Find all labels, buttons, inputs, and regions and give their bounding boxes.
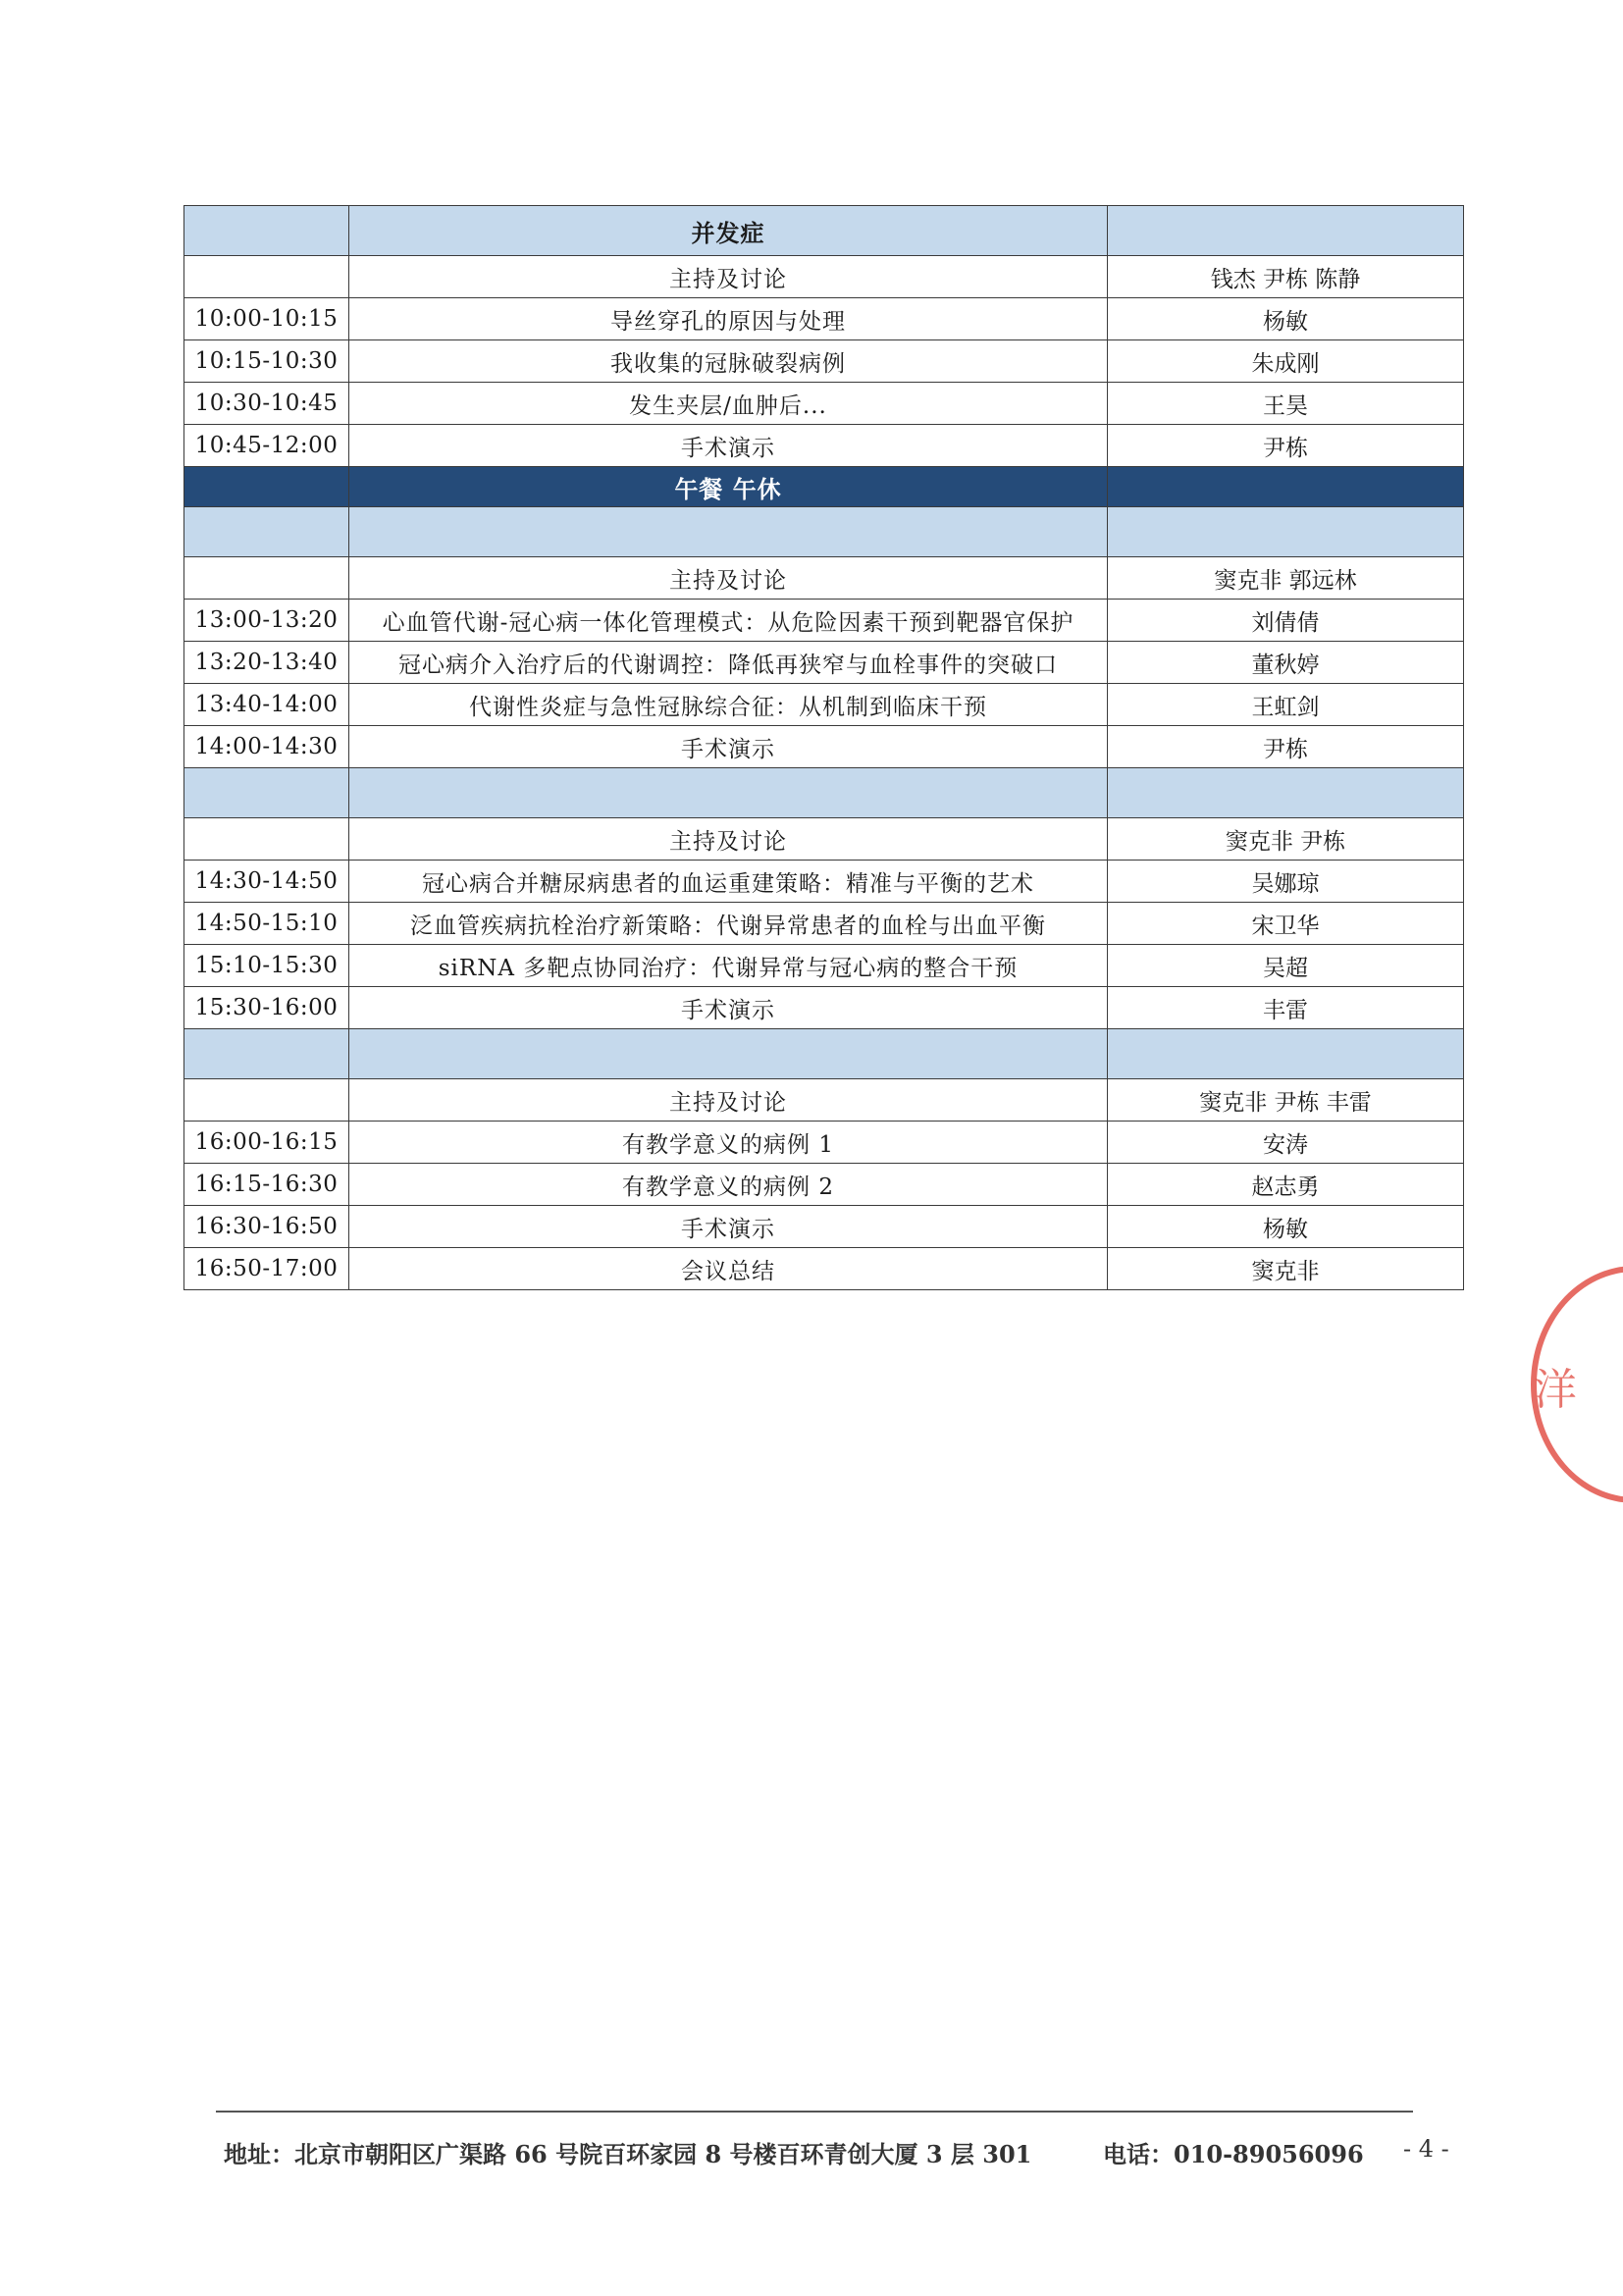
time-cell: 16:15-16:30 (184, 1164, 349, 1206)
speaker-cell: 窦克非 郭远林 (1108, 557, 1464, 600)
time-cell (184, 256, 349, 298)
time-cell: 15:30-16:00 (184, 987, 349, 1029)
schedule-row (184, 557, 1464, 600)
seal-fragment: 洋 (1534, 1365, 1577, 1415)
topic-cell: 发生夹层/血肿后... (349, 383, 1108, 425)
topic-cell: 有教学意义的病例 2 (349, 1164, 1108, 1206)
schedule-row (184, 340, 1464, 383)
topic-cell: 手术演示 (349, 425, 1108, 467)
speaker-cell: 董秋婷 (1108, 642, 1464, 684)
speaker-cell: 窦克非 尹栋 丰雷 (1108, 1079, 1464, 1122)
footer-divider (216, 2111, 1413, 2113)
time-cell: 13:20-13:40 (184, 642, 349, 684)
speaker-cell (1108, 768, 1464, 818)
topic-cell: 手术演示 (349, 987, 1108, 1029)
speaker-cell: 尹栋 (1108, 726, 1464, 768)
topic-cell: 主持及讨论 (349, 557, 1108, 600)
time-cell: 14:00-14:30 (184, 726, 349, 768)
schedule-row (184, 600, 1464, 642)
speaker-cell: 宋卫华 (1108, 903, 1464, 945)
schedule-table (183, 205, 1464, 1290)
speaker-cell (1108, 1029, 1464, 1079)
time-cell (184, 818, 349, 861)
time-cell (184, 1029, 349, 1079)
schedule-row (184, 903, 1464, 945)
footer-address: 地址：北京市朝阳区广渠路 66 号院百环家园 8 号楼百环青创大厦 3 层 301 (224, 2140, 1032, 2168)
topic-cell: 我收集的冠脉破裂病例 (349, 340, 1108, 383)
topic-cell (349, 1029, 1108, 1079)
topic-cell: 主持及讨论 (349, 1079, 1108, 1122)
speaker-cell: 安涛 (1108, 1122, 1464, 1164)
topic-cell: 冠心病合并糖尿病患者的血运重建策略：精准与平衡的艺术 (349, 861, 1108, 903)
time-cell (184, 1079, 349, 1122)
speaker-cell: 吴超 (1108, 945, 1464, 987)
schedule-row (184, 642, 1464, 684)
speaker-cell: 王虹剑 (1108, 684, 1464, 726)
time-cell: 16:30-16:50 (184, 1206, 349, 1248)
topic-cell: 导丝穿孔的原因与处理 (349, 298, 1108, 340)
topic-cell: 冠心病介入治疗后的代谢调控：降低再狭窄与血栓事件的突破口 (349, 642, 1108, 684)
schedule-body (184, 206, 1464, 1290)
time-cell (184, 206, 349, 256)
speaker-cell: 窦克非 (1108, 1248, 1464, 1290)
speaker-cell (1108, 467, 1464, 507)
speaker-cell: 钱杰 尹栋 陈静 (1108, 256, 1464, 298)
section-header-row (184, 1029, 1464, 1079)
topic-cell: 并发症 (349, 206, 1108, 256)
topic-cell (349, 507, 1108, 557)
schedule-row (184, 1248, 1464, 1290)
topic-cell: 主持及讨论 (349, 256, 1108, 298)
time-cell: 13:00-13:20 (184, 600, 349, 642)
topic-cell: 午餐 午休 (349, 467, 1108, 507)
time-cell: 14:30-14:50 (184, 861, 349, 903)
time-cell (184, 557, 349, 600)
speaker-cell: 吴娜琼 (1108, 861, 1464, 903)
speaker-cell: 尹栋 (1108, 425, 1464, 467)
topic-cell (349, 768, 1108, 818)
lunch-break-row (184, 467, 1464, 507)
schedule-row (184, 945, 1464, 987)
schedule-row (184, 425, 1464, 467)
topic-cell: 主持及讨论 (349, 818, 1108, 861)
time-cell: 16:50-17:00 (184, 1248, 349, 1290)
speaker-cell: 丰雷 (1108, 987, 1464, 1029)
time-cell: 10:15-10:30 (184, 340, 349, 383)
schedule-row (184, 256, 1464, 298)
time-cell: 15:10-15:30 (184, 945, 349, 987)
section-header-row (184, 206, 1464, 256)
schedule-row (184, 861, 1464, 903)
time-cell (184, 507, 349, 557)
speaker-cell: 王昊 (1108, 383, 1464, 425)
schedule-row (184, 1164, 1464, 1206)
time-cell: 10:00-10:15 (184, 298, 349, 340)
speaker-cell: 赵志勇 (1108, 1164, 1464, 1206)
topic-cell: 心血管代谢-冠心病一体化管理模式：从危险因素干预到靶器官保护 (349, 600, 1108, 642)
section-header-row (184, 768, 1464, 818)
speaker-cell: 刘倩倩 (1108, 600, 1464, 642)
time-cell: 13:40-14:00 (184, 684, 349, 726)
section-header-row (184, 507, 1464, 557)
schedule-row (184, 298, 1464, 340)
time-cell (184, 467, 349, 507)
speaker-cell (1108, 206, 1464, 256)
schedule-row (184, 1122, 1464, 1164)
speaker-cell (1108, 507, 1464, 557)
schedule-row (184, 1206, 1464, 1248)
topic-cell: 手术演示 (349, 1206, 1108, 1248)
speaker-cell: 窦克非 尹栋 (1108, 818, 1464, 861)
topic-cell: 有教学意义的病例 1 (349, 1122, 1108, 1164)
topic-cell: siRNA 多靶点协同治疗：代谢异常与冠心病的整合干预 (349, 945, 1108, 987)
speaker-cell: 朱成刚 (1108, 340, 1464, 383)
topic-cell: 会议总结 (349, 1248, 1108, 1290)
time-cell: 10:30-10:45 (184, 383, 349, 425)
speaker-cell: 杨敏 (1108, 298, 1464, 340)
schedule-row (184, 383, 1464, 425)
time-cell: 16:00-16:15 (184, 1122, 349, 1164)
footer-phone: 电话：010-89056096 (1103, 2140, 1364, 2168)
schedule-row (184, 818, 1464, 861)
schedule-row (184, 987, 1464, 1029)
page-number: - 4 - (1403, 2135, 1449, 2163)
time-cell (184, 768, 349, 818)
topic-cell: 手术演示 (349, 726, 1108, 768)
schedule-row (184, 684, 1464, 726)
footer (0, 2135, 1623, 2170)
time-cell: 10:45-12:00 (184, 425, 349, 467)
speaker-cell: 杨敏 (1108, 1206, 1464, 1248)
schedule-row (184, 1079, 1464, 1122)
schedule-row (184, 726, 1464, 768)
time-cell: 14:50-15:10 (184, 903, 349, 945)
topic-cell: 代谢性炎症与急性冠脉综合征：从机制到临床干预 (349, 684, 1108, 726)
topic-cell: 泛血管疾病抗栓治疗新策略：代谢异常患者的血栓与出血平衡 (349, 903, 1108, 945)
